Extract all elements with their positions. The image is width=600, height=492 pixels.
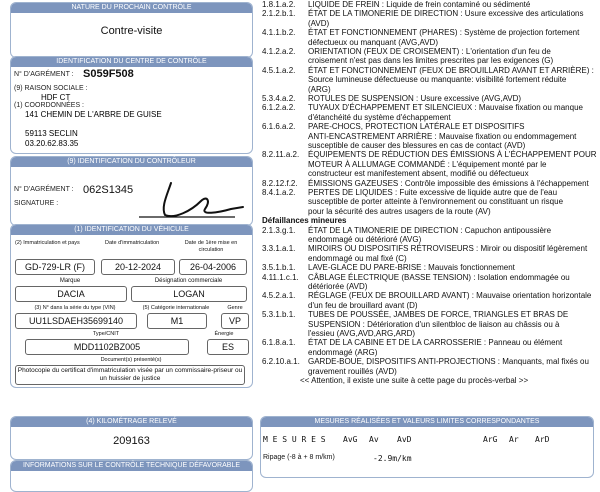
defect-code: 6.1.2.a.2. <box>262 103 296 113</box>
kilometrage-header: (4) KILOMÉTRAGE RELEVÉ <box>11 417 252 427</box>
controleur-agrement-label: N° D'AGRÉMENT : <box>14 186 74 193</box>
type-value: MDD1102BZ005 <box>25 339 189 355</box>
defect-code: 3.3.1.a.1. <box>262 244 296 254</box>
defect-text: MOTEUR À ALLUMAGE COMMANDÉ : L'équipement monté par le <box>308 159 547 169</box>
defect-text: endommagé ou détérioré (AVG) <box>308 234 422 244</box>
vehicule-header: (1) IDENTIFICATION DU VÉHICULE <box>11 225 252 235</box>
defect-code: 6.1.6.a.2. <box>262 122 296 132</box>
raison-value: HDF CT <box>41 93 71 102</box>
defect-code: 6.1.8.a.1. <box>262 338 296 348</box>
defect-text: ÉQUIPEMENTS DE RÉDUCTION DES ÉMISSIONS À L'ÉCHAPPEMENT POUR <box>308 150 597 160</box>
ripage-label: Ripage (-8 à + 8 m/km) <box>263 454 335 461</box>
continuation-note: << Attention, il existe une suite à cette page du procès-verbal >> <box>300 376 529 385</box>
imm-value: GD-729-LR (F) <box>15 259 95 275</box>
defect-text: pour la sécurité des autres usagers de la route (AV) <box>308 206 491 216</box>
defect-text: CÂBLAGE ÉLECTRIQUE (BASSE TENSION) : Isolation endommagée ou <box>308 272 570 282</box>
defect-text: (AVD) <box>308 18 330 28</box>
defect-text: susceptible de causer des blessures en cas de contact (AVD) <box>308 140 526 150</box>
ripage-value: -2.9m/km <box>373 454 412 463</box>
defect-code: 4.5.2.a.1. <box>262 291 296 301</box>
raison-label: (9) RAISON SOCIALE : <box>14 85 88 92</box>
mineures-title: Défaillances mineures <box>262 216 347 226</box>
defect-text: TUYAUX D'ÉCHAPPEMENT ET SILENCIEUX : Mauvaise fixation ou manque <box>308 103 583 113</box>
marque-label: Marque <box>59 278 81 284</box>
mesures-col: Av <box>369 435 379 444</box>
type-label: Type/CNIT <box>92 331 120 337</box>
vehicule-panel <box>10 224 253 388</box>
defect-code: 3.5.1.b.1. <box>262 263 296 273</box>
defect-text: d'étanchéité du système d'échappement <box>308 112 451 122</box>
defect-text: d'un feu de brouillard avant (D) <box>308 300 418 310</box>
defect-code: 4.1.1.b.2. <box>262 28 296 38</box>
centre-panel <box>10 56 253 154</box>
defect-text: PARE-CHOCS, PROTECTION LATÉRALE ET DISPOSITIFS <box>308 122 525 132</box>
defect-text: défectueux ou manquant (AVG,AVD) <box>308 37 438 47</box>
address-line-2: 59113 SECLIN <box>25 129 78 138</box>
defect-text: endommagé ou mal fixé (C) <box>308 253 407 263</box>
date-imm-label: Date d'immatriculation <box>105 240 160 246</box>
marque-value: DACIA <box>15 286 127 302</box>
defect-text: endommagé (ARG) <box>308 347 378 357</box>
defect-text: ÉTAT ET FONCTIONNEMENT (FEUX DE BROUILLARD AVANT ET ARRIÈRE) : <box>308 65 594 75</box>
defect-text: ANTI-ENCASTREMENT ARRIÈRE : Mauvaise fixation ou endommagement <box>308 131 577 141</box>
defect-text: GARDE-BOUE, DISPOSITIFS ANTI-PROJECTIONS : Manquants, mal fixés ou <box>308 357 589 367</box>
defect-code: 4.1.2.a.2. <box>262 47 296 56</box>
defect-text: Source lumineuse défectueuse ou manquante: visibilité fortement réduite <box>308 75 567 85</box>
defect-text: croisement n'est pas dans les limites prescrites par les exigences (G) <box>308 56 554 66</box>
defect-code: 2.1.2.b.1. <box>262 9 296 19</box>
mesures-panel <box>260 416 594 478</box>
nature-header: NATURE DU PROCHAIN CONTRÔLE <box>11 3 252 13</box>
nature-panel <box>10 2 253 58</box>
defect-text: susceptible de porter atteinte à l'environnement ou constituant un risque <box>308 197 564 207</box>
defect-text: LAVE-GLACE DU PARE-BRISE : Mauvais fonctionnement <box>308 263 515 273</box>
defect-text: ÉMISSIONS GAZEUSES : Contrôle impossible des émissions à l'échappement <box>308 178 589 188</box>
defect-text: gravement rouillés (AVD) <box>308 366 397 376</box>
defect-code: 2.1.3.g.1. <box>262 225 296 235</box>
defect-text: ÉTAT DE LA TIMONERIE DE DIRECTION : Usure excessive des articulations <box>308 9 584 19</box>
informations-header: INFORMATIONS SUR LE CONTRÔLE TECHNIQUE DÉFAVORABLE <box>11 461 252 471</box>
energie-value: ES <box>207 339 249 355</box>
mesures-col: ArG <box>483 435 498 444</box>
defect-code: 8.4.1.a.2. <box>262 188 296 197</box>
defect-text: ORIENTATION (FEUX DE CROISEMENT) : L'orientation d'un feu de <box>308 47 551 56</box>
defect-code: 6.2.10.a.1. <box>262 357 300 367</box>
defect-text: TUBES DE POUSSÉE, JAMBES DE FORCE, TRIANGLES ET BRAS DE <box>308 310 569 320</box>
defect-text: constructeur est manifestement absent, modifié ou défectueux <box>308 169 529 179</box>
controleur-agrement: 062S1345 <box>83 184 134 196</box>
mesures-col: AvD <box>397 435 412 444</box>
mesures-col: Ar <box>509 435 519 444</box>
defect-text: SUSPENSION : Détérioration d'un silentbloc de liaison au châssis ou à <box>308 319 560 329</box>
defect-text: détériorée (AVD) <box>308 281 368 291</box>
defect-text: PERTES DE LIQUIDES : Fuite excessive de liquide autre que de l'eau <box>308 188 558 197</box>
defect-text: ÉTAT DE LA CABINE ET DE LA CARROSSERIE : Panneau ou élément <box>308 338 563 348</box>
genre-label: Genre <box>227 305 243 311</box>
categorie-value: M1 <box>147 313 207 329</box>
date-circ-value: 26-04-2006 <box>179 259 247 275</box>
defect-text: RÉGLAGE (FEUX DE BROUILLARD AVANT) : Mauvaise orientation horizontale <box>308 291 592 301</box>
kilometrage-panel <box>10 416 253 460</box>
date-imm-value: 20-12-2024 <box>101 259 175 275</box>
date-circ-label: Date de 1ère mise en circulation <box>184 240 238 253</box>
vin-label: (3) N° dans la série du type (VIN) <box>34 305 116 311</box>
docs-value: Photocopie du certificat d'immatriculation visée par un commissaire-priseur ou un huissier de justice <box>15 365 245 385</box>
defect-code: 1.8.1.a.2. <box>262 0 296 9</box>
mesures-col: AvG <box>343 435 358 444</box>
signature-label: SIGNATURE : <box>14 200 59 207</box>
docs-label: Document(s) présenté(s) <box>100 357 162 363</box>
phone: 03.20.62.83.35 <box>25 139 79 148</box>
informations-panel <box>10 460 253 492</box>
energie-label: Énergie <box>214 331 234 337</box>
defect-code: 4.5.1.a.2. <box>262 65 296 75</box>
address-line-1: 141 CHEMIN DE L'ARBRE DE GUISE <box>25 110 162 119</box>
coord-label: (1) COORDONNÉES : <box>14 102 85 109</box>
nature-value: Contre-visite <box>100 25 163 37</box>
mesures-col: ArD <box>535 435 550 444</box>
kilometrage-value: 209163 <box>113 435 150 447</box>
centre-agrement: S059F508 <box>83 68 134 80</box>
defect-code: 5.3.4.a.2. <box>262 94 296 103</box>
genre-value: VP <box>221 313 249 329</box>
defect-code: 5.3.1.b.1. <box>262 310 296 320</box>
signature-mark <box>131 177 251 221</box>
centre-agrement-label: N° D'AGRÉMENT : <box>14 71 74 78</box>
defect-code: 4.11.1.c.1. <box>262 272 299 282</box>
vin-value: UU1LSDAEH35699140 <box>15 313 137 329</box>
centre-header: IDENTIFICATION DU CENTRE DE CONTRÔLE <box>11 57 252 67</box>
defect-code: 8.2.11.a.2. <box>262 150 300 160</box>
controleur-header: (9) IDENTIFICATION DU CONTRÔLEUR <box>11 157 252 167</box>
defect-text: ROTULES DE SUSPENSION : Usure excessive (AVG,AVD) <box>308 94 522 103</box>
defect-text: ÉTAT DE LA TIMONERIE DE DIRECTION : Capuchon antipoussière <box>308 225 552 235</box>
mesures-title: M E S U R E S <box>263 435 326 444</box>
defect-code: 8.2.12.f.2. <box>262 178 298 188</box>
controleur-panel <box>10 156 253 226</box>
imm-label: (2) Immatriculation et pays <box>15 240 80 246</box>
defect-text: MIROIRS OU DISPOSITIFS RÉTROVISEURS : Miroir ou dispositif légèrement <box>308 244 588 254</box>
designation-label: Désignation commerciale <box>154 278 223 284</box>
categorie-label: (5) Catégorie internationale <box>142 305 210 311</box>
mesures-header: MESURES RÉALISÉES ET VALEURS LIMITES CORRESPONDANTES <box>261 417 593 427</box>
defect-text: ÉTAT ET FONCTIONNEMENT (PHARES) : Système de projection fortement <box>308 28 580 38</box>
designation-value: LOGAN <box>131 286 247 302</box>
defect-text: LIQUIDE DE FREIN : Liquide de frein contaminé ou sédimenté <box>308 0 531 9</box>
defect-text: l'essieu (AVG,AVD,ARG,ARD) <box>308 328 416 338</box>
defect-text: (ARG) <box>308 84 331 94</box>
